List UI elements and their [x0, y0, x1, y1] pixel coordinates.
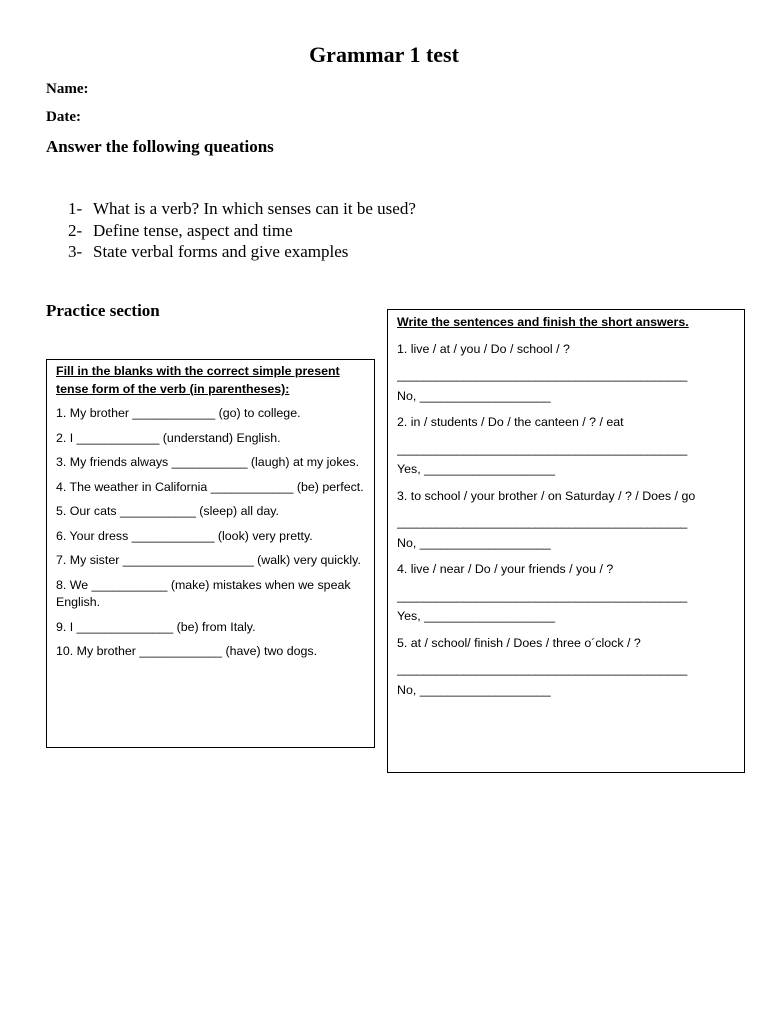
question-item: 1- What is a verb? In which senses can it be used?: [68, 199, 416, 218]
short-answer: Yes, ___________________: [397, 609, 556, 623]
short-answer: No, ___________________: [397, 535, 551, 550]
exercise-item: 10. My brother ____________ (have) two dogs.: [56, 644, 318, 658]
exercise-item: 1. My brother ____________ (go) to college.: [56, 406, 301, 420]
answer-line: ____________________________________________: [397, 662, 688, 676]
exercise-item: 7. My sister ___________________ (walk) very quickly.: [56, 553, 361, 567]
exercise-item: 6. Your dress ____________ (look) very pretty.: [56, 528, 313, 543]
exercise-item: 5. Our cats ___________ (sleep) all day.: [56, 504, 279, 518]
name-label: Name:: [46, 81, 89, 97]
sentence-prompt: 2. in / students / Do / the canteen / ? / eat: [397, 415, 624, 429]
short-answers-box: [387, 309, 745, 773]
instruction-heading: Answer the following queations: [46, 137, 274, 156]
practice-heading: Practice section: [46, 301, 160, 320]
sentence-prompt: 3. to school / your brother / on Saturday / ? / Does / go: [397, 488, 696, 503]
short-answers-title: Write the sentences and finish the short answers.: [397, 315, 689, 329]
answer-line: ____________________________________________: [397, 368, 688, 382]
sentence-prompt: 5. at / school/ finish / Does / three o´clock / ?: [397, 635, 641, 650]
exercise-item: 2. I ____________ (understand) English.: [56, 430, 281, 445]
page-title: Grammar 1 test: [309, 42, 459, 67]
sentence-prompt: 4. live / near / Do / your friends / you / ?: [397, 562, 614, 576]
answer-line: ____________________________________________: [397, 441, 688, 456]
exercise-item: 9. I ______________ (be) from Italy.: [56, 619, 256, 634]
answer-line: ____________________________________________: [397, 515, 688, 529]
answer-line: ____________________________________________: [397, 588, 688, 603]
fill-blanks-box: [46, 359, 375, 748]
fill-blanks-title: Fill in the blanks with the correct simple present tense form of the verb (in parentheses):: [56, 364, 340, 396]
short-answer: Yes, ___________________: [397, 462, 556, 476]
exercise-item: 4. The weather in California ____________ (be) perfect.: [56, 479, 364, 494]
question-item: 2- Define tense, aspect and time: [68, 220, 293, 240]
date-label: Date:: [46, 109, 81, 125]
question-list: [68, 198, 416, 263]
short-answer: No, ___________________: [397, 388, 551, 403]
exercise-item: 3. My friends always ___________ (laugh) at my jokes.: [56, 455, 360, 469]
sentence-prompt: 1. live / at / you / Do / school / ?: [397, 341, 570, 356]
exercise-item: 8. We ___________ (make) mistakes when we speak English.: [56, 577, 351, 609]
question-item: 3- State verbal forms and give examples: [68, 242, 349, 261]
short-answer: No, ___________________: [397, 682, 551, 697]
